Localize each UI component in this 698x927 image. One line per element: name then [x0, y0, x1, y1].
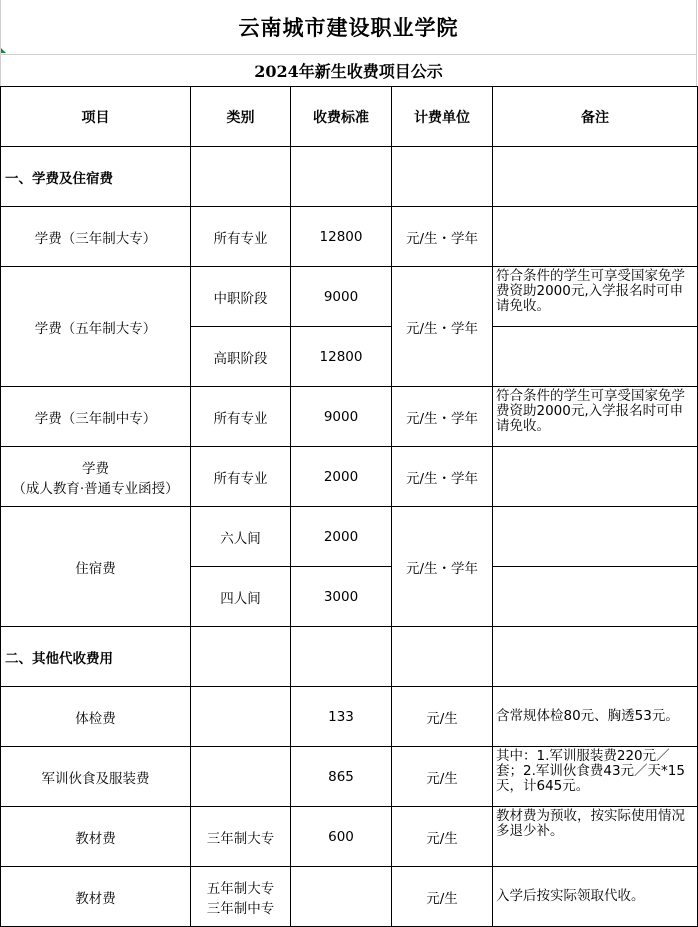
- fee-cell: 2000: [291, 507, 392, 567]
- table-row: [1, 687, 698, 747]
- fee-cell: 12800: [291, 207, 392, 267]
- unit-cell: 元/生・学年: [392, 387, 493, 447]
- item-cell: 学费（三年制中专）: [1, 387, 191, 447]
- unit-cell: 元/生・学年: [392, 267, 493, 387]
- item-cell: 体检费: [1, 687, 191, 747]
- table-row: [1, 807, 698, 867]
- empty-cell: [191, 627, 291, 687]
- fee-cell: 2000: [291, 447, 392, 507]
- item-cell: 教材费: [1, 867, 191, 927]
- note-cell: 符合条件的学生可享受国家免学费资助2000元,入学报名时可申请免收。: [493, 387, 698, 447]
- header-category: 类别: [191, 87, 291, 147]
- item-cell: 住宿费: [1, 507, 191, 627]
- item-line: 学费: [82, 460, 109, 477]
- table-row: [1, 507, 698, 567]
- category-line: 五年制大专: [206, 880, 275, 897]
- category-cell: 所有专业: [191, 387, 291, 447]
- table-row: [1, 747, 698, 807]
- empty-cell: [291, 147, 392, 207]
- fee-cell: 12800: [291, 327, 392, 387]
- empty-cell: [392, 627, 493, 687]
- item-cell: 军训伙食及服装费: [1, 747, 191, 807]
- category-cell: 六人间: [191, 507, 291, 567]
- note-cell: [493, 327, 698, 387]
- unit-cell: 元/生・学年: [392, 207, 493, 267]
- category-cell: 中职阶段: [191, 267, 291, 327]
- note-cell: [493, 447, 698, 507]
- item-cell: 学费（五年制大专）: [1, 267, 191, 387]
- table-row: [1, 267, 698, 327]
- note-cell: [493, 567, 698, 627]
- header-item: 项目: [1, 87, 191, 147]
- empty-cell: [493, 147, 698, 207]
- unit-cell: 元/生: [392, 747, 493, 807]
- fee-cell: 600: [291, 807, 392, 867]
- category-cell: 所有专业: [191, 447, 291, 507]
- empty-cell: [291, 627, 392, 687]
- fee-cell: 9000: [291, 267, 392, 327]
- section-row: [1, 627, 698, 687]
- table-row: [1, 447, 698, 507]
- empty-cell: [493, 627, 698, 687]
- empty-cell: [191, 147, 291, 207]
- school-name: 云南城市建设职业学院: [238, 15, 459, 40]
- category-cell: 三年制大专: [191, 807, 291, 867]
- unit-cell: 元/生: [392, 807, 493, 867]
- table-row: [1, 387, 698, 447]
- note-cell: 其中：1.军训服装费220元／套；2.军训伙食费43元／天*15天，计645元。: [493, 747, 698, 807]
- unit-cell: 元/生: [392, 687, 493, 747]
- page-title: 2024年新生收费项目公示: [254, 62, 443, 81]
- fee-cell: 133: [291, 687, 392, 747]
- item-cell: 教材费: [1, 807, 191, 867]
- note-cell: 教材费为预收，按实际使用情况多退少补。: [493, 807, 698, 867]
- title-bar: [0, 0, 697, 54]
- header-fee: 收费标准: [291, 87, 392, 147]
- category-line: 三年制中专: [206, 900, 275, 917]
- note-cell: 符合条件的学生可享受国家免学费资助2000元,入学报名时可申请免收。: [493, 267, 698, 327]
- category-cell: 所有专业: [191, 207, 291, 267]
- table-row: [1, 867, 698, 927]
- header-row: [1, 87, 698, 147]
- item-cell: [1, 447, 191, 507]
- category-cell: [191, 747, 291, 807]
- corner-marker: [1, 48, 6, 53]
- subtitle-bar: [0, 54, 697, 86]
- unit-cell: 元/生・学年: [392, 507, 493, 627]
- fee-table: [0, 86, 698, 927]
- fee-cell: [291, 867, 392, 927]
- note-cell: [493, 207, 698, 267]
- unit-cell: 元/生・学年: [392, 447, 493, 507]
- fee-cell: 9000: [291, 387, 392, 447]
- fee-cell: 3000: [291, 567, 392, 627]
- header-unit: 计费单位: [392, 87, 493, 147]
- note-cell: [493, 507, 698, 567]
- item-cell: 学费（三年制大专）: [1, 207, 191, 267]
- item-line: （成人教育·普通专业函授）: [12, 480, 179, 497]
- empty-cell: [392, 147, 493, 207]
- table-row: [1, 207, 698, 267]
- unit-cell: 元/生: [392, 867, 493, 927]
- category-cell: 高职阶段: [191, 327, 291, 387]
- category-cell: [191, 687, 291, 747]
- note-cell: 入学后按实际领取代收。: [493, 867, 698, 927]
- note-cell: 含常规体检80元、胸透53元。: [493, 687, 698, 747]
- header-note: 备注: [493, 87, 698, 147]
- category-cell: [191, 867, 291, 927]
- fee-cell: 865: [291, 747, 392, 807]
- section-row: [1, 147, 698, 207]
- category-cell: 四人间: [191, 567, 291, 627]
- section-title: 二、其他代收费用: [1, 627, 191, 687]
- section-title: 一、学费及住宿费: [1, 147, 191, 207]
